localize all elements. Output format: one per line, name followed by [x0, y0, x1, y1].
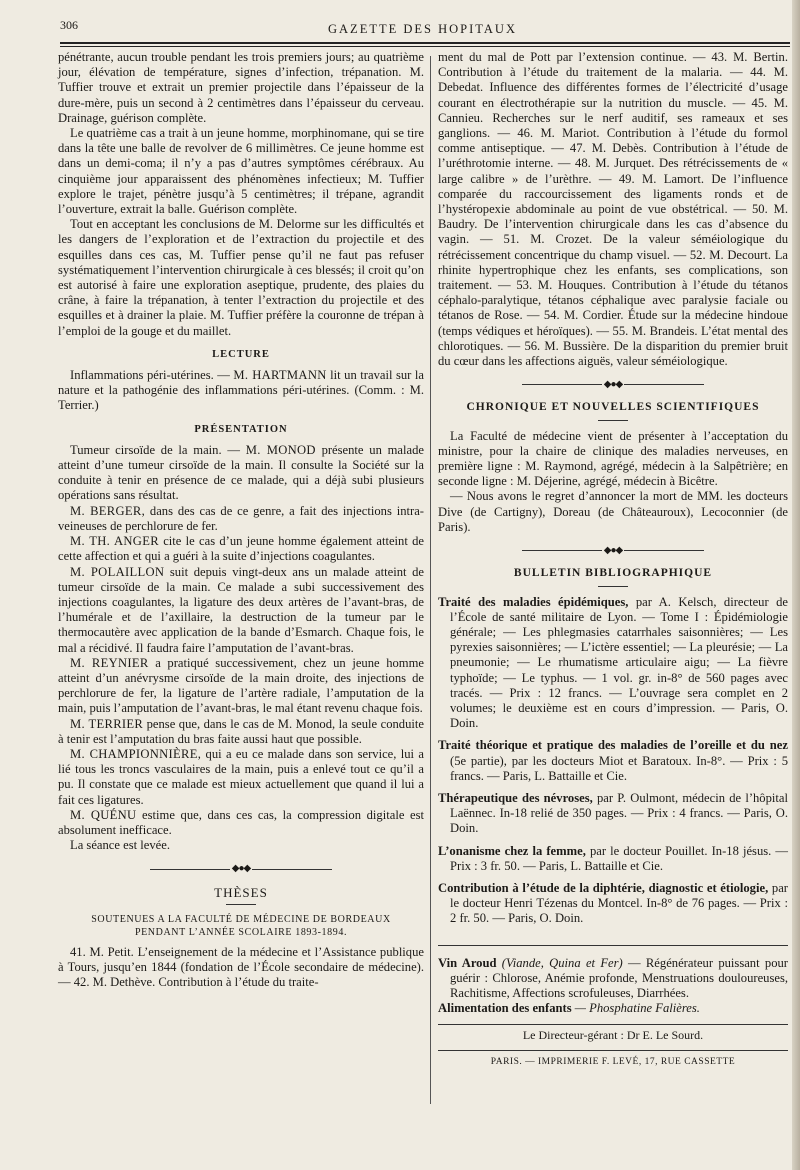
bibliography-entry: [438, 791, 788, 837]
bibliography-entry: [438, 595, 788, 732]
paragraph: [58, 747, 424, 808]
printer-line: PARIS. — IMPRIMERIE F. LEVÉ, 17, RUE CASSETTE: [438, 1050, 788, 1070]
header-rule: [60, 42, 790, 44]
journal-title: GAZETTE DES HOPITAUX: [328, 22, 517, 36]
presentation-paragraph: Tumeur cirsoïde de la main. — M. MONOD présente un malade atteint d’une tumeur cirsoïde de la main. Il consulte la Société sur la conduite à tenir en présence de ce malade, qui a déjà subi plusieurs opérations sans résultat.: [58, 442, 424, 503]
book-details: par le docteur Henri Tézenas du Montcel. In-8° de 76 pages. — Prix : 2 fr. 50. — Paris, O. Doin.: [450, 880, 788, 926]
ornament-divider: ◆●◆: [58, 861, 424, 876]
presentation-text: présente un malade atteint d’une tumeur cirsoïde de la main. Il consulte la Société sur la conduite à tenir en présence de ce malade, qui a déjà subi plusieurs opérations sans résultat.: [58, 442, 424, 503]
theses-list: 41. M. Petit. L’enseignement de la médecine et l’Assistance publique à Tours, jusqu’en 1844 (fondation de l’École secondaire de médecine). — 42. M. Dethève. Contribution à l’étude du traite-: [58, 944, 424, 990]
paragraph: [58, 565, 424, 656]
right-column: [438, 50, 788, 1070]
short-rule: [598, 420, 628, 421]
bibliography-entry: [438, 881, 788, 927]
paragraph: [58, 717, 424, 747]
speaker-name: M. TERRIER: [70, 716, 144, 731]
speaker-text: pense que, dans le cas de M. Monod, la seule conduite à tenir est l’amputation du bras faite aussi haut que possible.: [58, 716, 424, 746]
speaker-name: M. BERGER,: [70, 503, 146, 518]
paragraph: pénétrante, aucun trouble pendant les trois premiers jours; au quatrième jour, élévation de température, signes d’infection, trépanation. M. Tuffier trouve et extrait un premier projectile dans l’épaisseur de la dure-mère, puis un second à 2 centimètres dans l’épaisseur du cerveau. Drainage, guérison complète.: [58, 50, 424, 125]
book-title: L’onanisme chez la femme,: [438, 843, 586, 858]
theses-subheading-line: SOUTENUES A LA FACULTÉ DE MÉDECINE DE BORDEAUX: [91, 913, 391, 925]
speaker-text: estime que, dans ces cas, la compression digitale est absolument inefficace.: [58, 807, 425, 837]
section-heading-presentation: PRÉSENTATION: [194, 423, 288, 435]
theses-subheading-line: PENDANT L’ANNÉE SCOLAIRE 1893-1894.: [134, 926, 348, 938]
header-rule-thin: [60, 46, 790, 47]
ad-line: [438, 956, 788, 1002]
speaker-text: cite le cas d’un jeune homme également atteint de cette affection et qui a guéri à la suite d’injections coagulantes.: [58, 534, 424, 564]
bibliography-entry: [438, 844, 788, 874]
footer-rule: [438, 1024, 788, 1025]
left-column: [58, 50, 424, 990]
theses-title: THÈSES: [214, 884, 268, 900]
speaker-name: M. REYNIER: [70, 655, 149, 670]
lecture-paragraph: Inflammations péri-utérines. — M. HARTMANN lit un travail sur la nature et la pathogénie des inflammations péri-utérines. (Comm. : M. Terrier.): [58, 368, 424, 413]
paragraph: — Nous avons le regret d’annoncer la mort de MM. les docteurs Dive (de Cartigny), Doreau (de Châteauroux), Lecoconnier (de Paris).: [438, 489, 788, 534]
ornament-divider: ◆●◆: [438, 377, 788, 392]
ad-line: [438, 1001, 788, 1016]
speaker-text: a pratiqué successivement, chez un jeune homme atteint d’un anévrysme cirsoïde de la main droite, des injections de perchlorure de fer, la ligature de l’artère radiale, l’amputation de la main, puis l’amputation de l’avant-bras, le mal étant revenu chaque fois.: [58, 655, 424, 716]
book-details: par P. Oulmont, médecin de l’hôpital Laënnec. In-18 relié de 350 pages. — Prix : 4 francs. — Paris, O. Doin.: [450, 790, 788, 836]
book-title: Contribution à l’étude de la diphtérie, diagnostic et étiologie,: [438, 880, 769, 895]
book-details: (5e partie), par les docteurs Miot et Baratoux. In-8°. — Prix : 5 francs. — Paris, L. Battaille et Cie.: [450, 753, 788, 783]
column-divider: [430, 56, 431, 1104]
speaker-text: qui a eu ce malade dans son service, lui a lié tous les troncs vasculaires de la main, puis a enlevé tout ce qu’il a pu. Il constate que ce malade est mieux actuellement que quand il lui a fait ces ligatures.: [58, 746, 424, 807]
theses-subheading: [58, 913, 424, 939]
section-heading-bulletin: BULLETIN BIBLIOGRAPHIQUE: [513, 567, 713, 580]
speaker-text: suit depuis vingt-deux ans un malade atteint de tumeur cirsoïde de la main. Ce malade a subi successivement des injections coagulantes, la ligature des deux artères de l’avant-bras, de l’humérale et de l’axillaire, la destruction de la tumeur par le thermocautère avec application de la bande d’Esmarch. Chaque fois, le mal a récidivé. Il faudra faire l’amputation de l’avant-bras.: [58, 564, 425, 655]
section-heading-chronique: CHRONIQUE ET NOUVELLES SCIENTIFIQUES: [466, 401, 760, 414]
page-header: [60, 14, 785, 38]
book-details: par le docteur Pouillet. In-18 jésus. — Prix : 3 fr. 50. — Paris, L. Battaille et Cie.: [450, 843, 788, 873]
book-details: par A. Kelsch, directeur de l’École de santé militaire de Lyon. — Tome I : Épidémiologie générale; — Les phlegmasies catarrhales saisonnières; — Les pyrexies saisonnières; — L’ictère essentiel; — La pleurésie; — La pneumonie; — Le rhumatisme articulaire aigu; — La fièvre typhoïde; — Le typhus. — 1 vol. gr. in-8° de 560 pages avec tracés. — Prix : 12 francs. — L’ouvrage sera complet en 2 volumes; le deuxième est en cours d’impression. — Paris, O. Doin.: [450, 594, 788, 731]
page-edge-shadow: [792, 0, 800, 1170]
lecture-title: Inflammations péri-utérines.: [70, 368, 214, 383]
presentation-title: Tumeur cirsoïde de la main.: [70, 442, 222, 457]
ad-title: Vin Aroud: [438, 955, 497, 970]
paragraph: [58, 534, 424, 564]
theses-list-continued: ment du mal de Pott par l’extension continue. — 43. M. Bertin. Contribution à l’étude du traitement de la malaria. — 44. M. Debedat. Influence des différentes formes de l’électricité d’usage courant en électrothérapie sur la nutrition du muscle. — 45. M. Cannieu. Recherches sur le nerf auditif, ses rameaux et ses ganglions. — 46. M. Mariot. Contribution à l’étude du formol comme antiseptique. — 47. M. Debès. Contribution à l’étude de l’uréthrotomie interne. — 48. M. Jurquet. Des rétrécissements de « large calibre » de l’urèthre. — 49. M. Lamort. De l’influence comparée du raccourcissement des ligaments ronds et de l’hystéropexie abdominale au point de vue obstétrical. — 50. M. Baudry. De l’intervention chirurgicale dans les cas d’absence du vagin. — 51. M. Crozet. De la valeur séméiologique du rétrécissement concentrique du champ visuel. — 52. M. Decourt. La rhinite hypertrophique chez les enfants, ses complications, son traitement. — 53. M. Houques. Contribution à l’étude du tétanos céphalo-paralytique, tétanos céphalique avec paralysie faciale ou tétanos de Rose. — 54. M. Cordier. Étude sur la médecine hindoue (temps védiques et héroïques). — 55. M. Brandeis. L’état mental des chlorotiques. — 56. M. Bussière. De la disparition du premier bruit du cœur dans les affections aiguës, valeur séméiologique.: [438, 50, 788, 369]
bibliography-entry: [438, 738, 788, 784]
book-title: Thérapeutique des névroses,: [438, 790, 593, 805]
ornament-divider: ◆●◆: [438, 543, 788, 558]
ad-title: Alimentation des enfants: [438, 1001, 572, 1016]
page-number: 306: [60, 18, 78, 32]
paragraph: La Faculté de médecine vient de présenter à l’acceptation du ministre, pour la chaire de clinique des maladies nerveuses, en première ligne : M. Raymond, agrégé, médecin à la Salpêtrière; en seconde ligne : M. Déjerine, agrégé, médecin à Bicêtre.: [438, 428, 788, 489]
speaker-name: M. CHAMPIONNIÈRE,: [70, 746, 202, 761]
paragraph: Le quatrième cas a trait à un jeune homme, morphinomane, qui se tire dans la tête une balle de revolver de 6 millimètres. Ce jeune homme est dans un demi-coma; il n’y a pas d’autres symptômes cérébraux. Au cinquième jour apparaissent des phénomènes infectieux; M. Tuffier explore le trajet, pénètre jusqu’à 5 centimètres; il trépane, agrandit l’ouverture, extrait la balle. Guérison complète.: [58, 126, 424, 217]
paragraph: [58, 504, 424, 534]
speaker-name: M. TH. ANGER: [70, 534, 159, 549]
speaker-name: M. MONOD: [245, 442, 316, 457]
ad-subtitle: (Viande, Quina et Fer): [501, 955, 623, 970]
bibliography-list: [438, 595, 788, 927]
paragraph: [58, 808, 424, 838]
speaker-name: M. QUÉNU: [70, 807, 137, 822]
speaker-name: M. POLAILLON: [70, 564, 165, 579]
paragraph: Tout en acceptant les conclusions de M. Delorme sur les difficultés et les dangers de l’exploration et de l’extraction du projectile et des esquilles dans ces cas, M. Tuffier pense qu’il ne faut pas refuser systématiquement l’intervention chirurgicale à ces blessés; il croit qu’on est autorisé à faire une exploration aseptique, prudente, des plaies du crâne, à faire la trépanation, à tenter l’extraction du projectile et des esquilles et à drainer la plaie. M. Tuffier préfère la couronne de trépan à l’emploi de la gouge et du maillet.: [58, 217, 424, 338]
advertisement: [438, 945, 788, 1017]
lecture-text: lit un travail sur la nature et la pathogénie des inflammations péri-utérines. (Comm. : M. Terrier.): [58, 368, 424, 413]
short-rule: [598, 586, 628, 587]
closing-line: La séance est levée.: [70, 838, 170, 853]
book-title: Traité des maladies épidémiques,: [438, 594, 629, 609]
book-title: Traité théorique et pratique des maladies de l’oreille et du nez: [438, 738, 788, 753]
section-heading-lecture: LECTURE: [212, 348, 270, 360]
ad-text: — Phosphatine Falières.: [574, 1001, 700, 1016]
short-rule: [226, 904, 256, 905]
paragraph: [58, 656, 424, 717]
publisher-manager: Le Directeur-gérant : Dr E. Le Sourd.: [522, 1028, 704, 1043]
ad-text: — Régénérateur puissant pour guérir : Chlorose, Anémie profonde, Menstruations douloureuses, Rachitisme, Affections scrofuleuses, Diarrhées.: [450, 955, 788, 1000]
speaker-name: M. HARTMANN: [233, 368, 327, 383]
speaker-text: dans des cas de ce genre, a fait des injections intra-veineuses de perchlorure de fer.: [58, 503, 424, 533]
